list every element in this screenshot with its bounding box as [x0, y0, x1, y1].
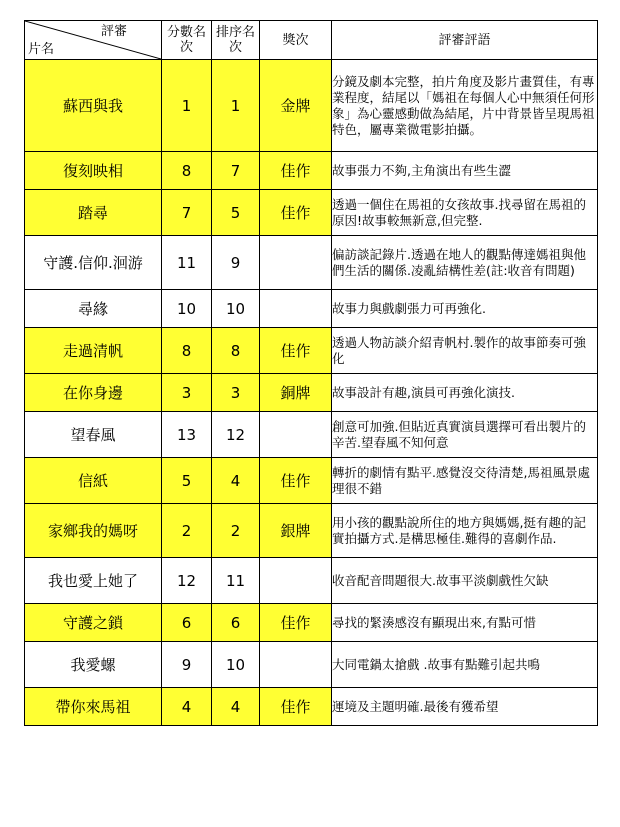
rank-cell: 11 [212, 558, 260, 604]
table-row [25, 604, 598, 642]
film-name-cell: 我也愛上她了 [25, 558, 162, 604]
score-cell: 11 [162, 236, 212, 290]
award-cell: 銅牌 [260, 374, 332, 412]
film-name-cell: 守護之鎖 [25, 604, 162, 642]
table-row [25, 236, 598, 290]
table-row [25, 190, 598, 236]
comment-cell: 創意可加強.但貼近真實演員選擇可看出製片的辛苦.望春風不知何意 [332, 412, 598, 458]
score-cell: 9 [162, 642, 212, 688]
rank-cell: 9 [212, 236, 260, 290]
film-name-cell: 踏尋 [25, 190, 162, 236]
award-cell: 佳作 [260, 458, 332, 504]
review-table [24, 20, 598, 726]
table-row [25, 374, 598, 412]
header-comment: 評審評語 [332, 21, 598, 60]
rank-cell: 4 [212, 458, 260, 504]
film-name-cell: 信紙 [25, 458, 162, 504]
header-score: 分數名次 [162, 21, 212, 60]
table-row [25, 60, 598, 152]
film-name-cell: 尋緣 [25, 290, 162, 328]
score-cell: 7 [162, 190, 212, 236]
comment-cell: 用小孩的觀點說所住的地方與媽媽,挺有趣的記實拍攝方式.是構思極佳.難得的喜劇作品. [332, 504, 598, 558]
award-cell [260, 290, 332, 328]
score-cell: 1 [162, 60, 212, 152]
rank-cell: 6 [212, 604, 260, 642]
rank-cell: 7 [212, 152, 260, 190]
score-cell: 8 [162, 152, 212, 190]
table-row [25, 328, 598, 374]
film-name-cell: 我愛螺 [25, 642, 162, 688]
header-film-label: 片名 [28, 42, 55, 57]
film-name-cell: 走過清帆 [25, 328, 162, 374]
rank-cell: 4 [212, 688, 260, 726]
award-cell [260, 642, 332, 688]
header-reviewer-label: 評審 [100, 24, 127, 39]
comment-cell: 故事設計有趣,演員可再強化演技. [332, 374, 598, 412]
comment-cell: 收音配音問題很大.故事平淡劇戲性欠缺 [332, 558, 598, 604]
table-row [25, 458, 598, 504]
comment-cell: 偏訪談記錄片.透過在地人的觀點傳達媽祖與他們生活的關係.凌亂結構性差(註:收音有問題) [332, 236, 598, 290]
film-name-cell: 帶你來馬祖 [25, 688, 162, 726]
award-cell: 佳作 [260, 688, 332, 726]
award-cell [260, 558, 332, 604]
header-award: 獎次 [260, 21, 332, 60]
award-cell: 銀牌 [260, 504, 332, 558]
comment-cell: 透過一個住在馬祖的女孩故事.找尋留在馬祖的原因!故事較無新意,但完整. [332, 190, 598, 236]
score-cell: 6 [162, 604, 212, 642]
rank-cell: 8 [212, 328, 260, 374]
film-name-cell: 守護.信仰.洄游 [25, 236, 162, 290]
award-cell [260, 236, 332, 290]
award-cell: 佳作 [260, 152, 332, 190]
score-cell: 12 [162, 558, 212, 604]
film-name-cell: 蘇西與我 [25, 60, 162, 152]
comment-cell: 運境及主題明確.最後有獲希望 [332, 688, 598, 726]
header-row [25, 21, 598, 60]
rank-cell: 10 [212, 642, 260, 688]
award-cell: 佳作 [260, 604, 332, 642]
award-cell: 佳作 [260, 190, 332, 236]
score-cell: 13 [162, 412, 212, 458]
score-cell: 8 [162, 328, 212, 374]
table-row [25, 558, 598, 604]
rank-cell: 10 [212, 290, 260, 328]
rank-cell: 3 [212, 374, 260, 412]
comment-cell: 大同電鍋太搶戲 .故事有點難引起共鳴 [332, 642, 598, 688]
award-cell [260, 412, 332, 458]
comment-cell: 分鏡及劇本完整，拍片角度及影片畫質佳，有專業程度，結尾以「媽祖在每個人心中無須任何形象」為心靈感動做為結尾，片中背景皆呈現馬祖特色，屬專業微電影拍攝。 [332, 60, 598, 152]
comment-cell: 故事張力不夠,主角演出有些生澀 [332, 152, 598, 190]
award-cell: 佳作 [260, 328, 332, 374]
film-name-cell: 復刻映相 [25, 152, 162, 190]
score-cell: 3 [162, 374, 212, 412]
diagonal-header-cell [25, 21, 162, 60]
film-name-cell: 望春風 [25, 412, 162, 458]
score-cell: 10 [162, 290, 212, 328]
score-cell: 2 [162, 504, 212, 558]
comment-cell: 轉折的劇情有點平.感覺沒交待清楚,馬祖風景處理很不錯 [332, 458, 598, 504]
header-rank: 排序名次 [212, 21, 260, 60]
rank-cell: 1 [212, 60, 260, 152]
comment-cell: 尋找的緊湊感沒有顯現出來,有點可惜 [332, 604, 598, 642]
table-row [25, 290, 598, 328]
rank-cell: 12 [212, 412, 260, 458]
film-name-cell: 在你身邊 [25, 374, 162, 412]
film-name-cell: 家鄉我的媽呀 [25, 504, 162, 558]
table-row [25, 642, 598, 688]
score-cell: 4 [162, 688, 212, 726]
table-row [25, 688, 598, 726]
rank-cell: 5 [212, 190, 260, 236]
rank-cell: 2 [212, 504, 260, 558]
award-cell: 金牌 [260, 60, 332, 152]
table-row [25, 412, 598, 458]
table-row [25, 504, 598, 558]
comment-cell: 透過人物訪談介紹青帆村.製作的故事節奏可強化 [332, 328, 598, 374]
table-row [25, 152, 598, 190]
score-cell: 5 [162, 458, 212, 504]
comment-cell: 故事力與戲劇張力可再強化. [332, 290, 598, 328]
